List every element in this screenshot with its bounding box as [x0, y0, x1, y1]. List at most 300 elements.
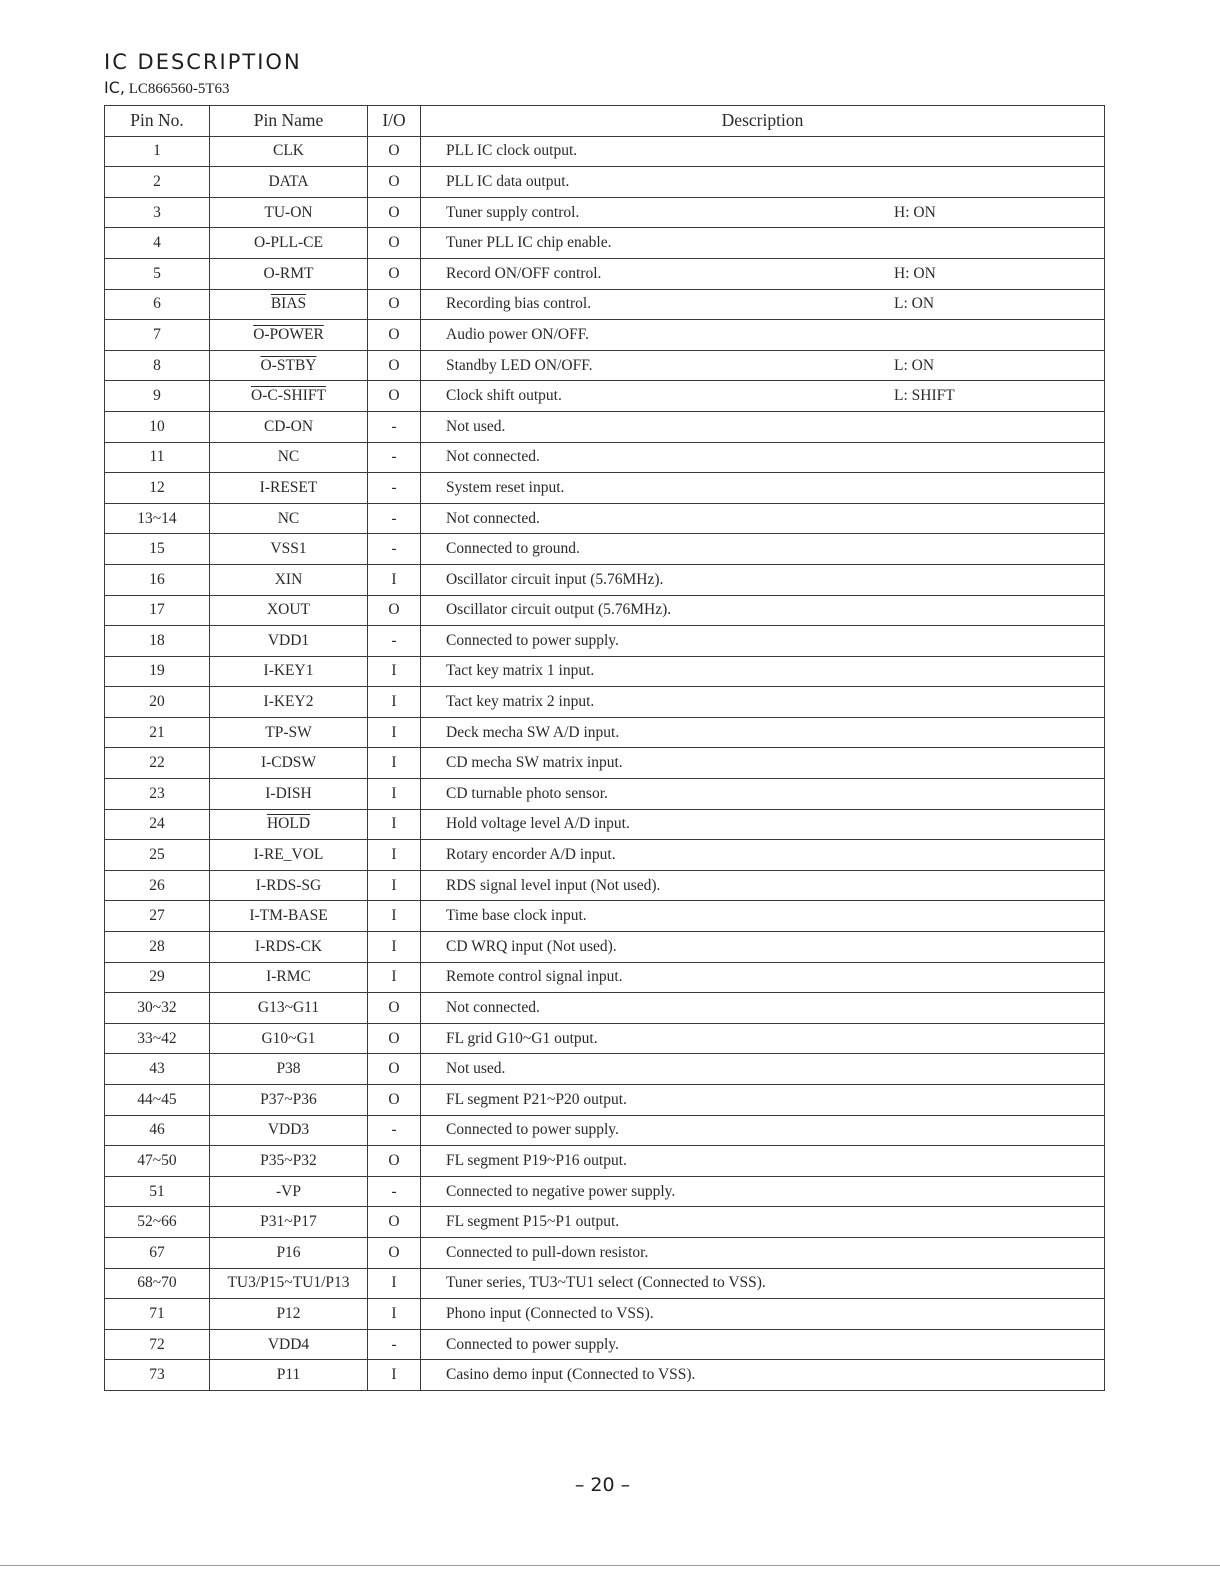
io-cell: I	[368, 564, 421, 595]
pin-name-cell	[210, 1360, 368, 1391]
io-cell: I	[368, 1360, 421, 1391]
description-cell	[421, 1115, 1105, 1146]
pin-number-cell: 15	[105, 534, 210, 565]
pin-number-cell: 43	[105, 1054, 210, 1085]
description-cell	[421, 503, 1105, 534]
description-cell	[421, 779, 1105, 810]
pin-number-cell: 7	[105, 320, 210, 351]
pin-number-cell: 2	[105, 167, 210, 198]
active-condition: H: ON	[894, 264, 936, 282]
pin-name-cell	[210, 442, 368, 473]
pin-name-cell	[210, 962, 368, 993]
table-row	[105, 656, 1105, 687]
column-header-pin-no: Pin No.	[105, 106, 210, 137]
description-cell	[421, 1207, 1105, 1238]
io-cell: O	[368, 350, 421, 381]
description-cell	[421, 136, 1105, 167]
pin-name-cell	[210, 320, 368, 351]
pin-number-cell: 71	[105, 1299, 210, 1330]
description-text: Phono input (Connected to VSS).	[446, 1304, 654, 1322]
description-cell	[421, 840, 1105, 871]
pin-name: CLK	[273, 142, 304, 160]
pin-name: P16	[276, 1243, 301, 1261]
pin-name-cell	[210, 1268, 368, 1299]
io-cell: I	[368, 840, 421, 871]
table-row	[105, 1329, 1105, 1360]
io-cell: I	[368, 717, 421, 748]
pin-name-cell	[210, 136, 368, 167]
pin-name-cell	[210, 228, 368, 259]
pin-name-cell	[210, 534, 368, 565]
table-row	[105, 381, 1105, 412]
description-cell	[421, 932, 1105, 963]
description-text: FL segment P19~P16 output.	[446, 1151, 627, 1169]
description-text: Casino demo input (Connected to VSS).	[446, 1366, 696, 1384]
io-cell: I	[368, 748, 421, 779]
pin-name-cell	[210, 840, 368, 871]
io-cell: O	[368, 289, 421, 320]
pin-number-cell: 18	[105, 626, 210, 657]
table-row	[105, 258, 1105, 289]
description-cell	[421, 1329, 1105, 1360]
io-cell: O	[368, 228, 421, 259]
pin-name-cell	[210, 656, 368, 687]
column-header-io: I/O	[368, 106, 421, 137]
pin-name-cell	[210, 1085, 368, 1116]
description-text: Audio power ON/OFF.	[446, 325, 589, 343]
io-cell: O	[368, 320, 421, 351]
pin-number-cell: 1	[105, 136, 210, 167]
description-cell	[421, 687, 1105, 718]
pin-name-cell	[210, 1054, 368, 1085]
io-cell: I	[368, 932, 421, 963]
table-row	[105, 962, 1105, 993]
io-cell: O	[368, 1023, 421, 1054]
description-text: Tuner series, TU3~TU1 select (Connected to VSS).	[446, 1274, 766, 1292]
pin-number-cell: 4	[105, 228, 210, 259]
pin-number-cell: 10	[105, 411, 210, 442]
table-row	[105, 320, 1105, 351]
description-cell	[421, 595, 1105, 626]
description-text: Connected to pull-down resistor.	[446, 1243, 649, 1261]
table-row	[105, 136, 1105, 167]
description-text: Oscillator circuit input (5.76MHz).	[446, 570, 664, 588]
description-text: Tact key matrix 1 input.	[446, 662, 595, 680]
pin-name: TU3/P15~TU1/P13	[227, 1274, 350, 1292]
pin-name-cell	[210, 473, 368, 504]
description-text: Connected to power supply.	[446, 1335, 619, 1353]
description-cell	[421, 381, 1105, 412]
table-row	[105, 993, 1105, 1024]
pin-name: I-RESET	[259, 478, 318, 496]
io-cell: O	[368, 1085, 421, 1116]
io-cell: -	[368, 534, 421, 565]
description-text: Not used.	[446, 417, 506, 435]
pin-number-cell: 46	[105, 1115, 210, 1146]
pin-name-cell	[210, 167, 368, 198]
pin-name: VDD1	[267, 631, 310, 649]
table-row	[105, 748, 1105, 779]
description-text: Rotary encorder A/D input.	[446, 846, 616, 864]
table-row	[105, 840, 1105, 871]
pin-name-cell	[210, 350, 368, 381]
pin-name: O-POWER	[253, 325, 324, 343]
table-row	[105, 1146, 1105, 1177]
page-bottom-rule	[0, 1565, 1220, 1566]
io-cell: O	[368, 993, 421, 1024]
pin-name: CD-ON	[263, 417, 314, 435]
pin-name-cell	[210, 595, 368, 626]
pin-name: I-KEY2	[263, 693, 314, 711]
table-row	[105, 197, 1105, 228]
table-row	[105, 1054, 1105, 1085]
pin-name: P38	[276, 1060, 301, 1078]
io-cell: -	[368, 411, 421, 442]
pin-name: DATA	[268, 172, 309, 190]
column-header-description: Description	[421, 106, 1105, 137]
pin-number-cell: 47~50	[105, 1146, 210, 1177]
pin-name-cell	[210, 564, 368, 595]
description-text: Hold voltage level A/D input.	[446, 815, 630, 833]
table-row	[105, 167, 1105, 198]
io-cell: O	[368, 258, 421, 289]
pin-number-cell: 68~70	[105, 1268, 210, 1299]
pin-number-cell: 13~14	[105, 503, 210, 534]
table-row	[105, 1115, 1105, 1146]
pin-name: G13~G11	[257, 999, 320, 1017]
pin-name: O-PLL-CE	[254, 234, 323, 252]
pin-name: VDD3	[267, 1121, 310, 1139]
pin-name: TU-ON	[264, 203, 313, 221]
pin-name-cell	[210, 870, 368, 901]
description-cell	[421, 656, 1105, 687]
description-text: Remote control signal input.	[446, 968, 623, 986]
description-text: PLL IC clock output.	[446, 142, 578, 160]
description-cell	[421, 473, 1105, 504]
io-cell: O	[368, 1237, 421, 1268]
description-cell	[421, 1176, 1105, 1207]
description-cell	[421, 870, 1105, 901]
description-text: FL segment P21~P20 output.	[446, 1090, 627, 1108]
pin-number-cell: 20	[105, 687, 210, 718]
description-text: Connected to power supply.	[446, 631, 619, 649]
pin-number-cell: 24	[105, 809, 210, 840]
table-row	[105, 350, 1105, 381]
pin-number-cell: 72	[105, 1329, 210, 1360]
pin-number-cell: 21	[105, 717, 210, 748]
pin-name: TP-SW	[265, 723, 312, 741]
pin-name-cell	[210, 258, 368, 289]
column-header-pin-name: Pin Name	[210, 106, 368, 137]
io-cell: -	[368, 1115, 421, 1146]
description-cell	[421, 962, 1105, 993]
description-cell	[421, 993, 1105, 1024]
description-text: Recording bias control.	[446, 295, 592, 313]
description-cell	[421, 197, 1105, 228]
description-cell	[421, 167, 1105, 198]
description-cell	[421, 289, 1105, 320]
io-cell: O	[368, 381, 421, 412]
pin-name: NC	[277, 448, 300, 466]
pin-name-cell	[210, 289, 368, 320]
description-text: FL grid G10~G1 output.	[446, 1029, 598, 1047]
description-text: PLL IC data output.	[446, 172, 570, 190]
table-row	[105, 503, 1105, 534]
pin-name-cell	[210, 993, 368, 1024]
description-cell	[421, 626, 1105, 657]
pin-name-cell	[210, 1176, 368, 1207]
description-cell	[421, 1054, 1105, 1085]
pin-name: G10~G1	[261, 1029, 316, 1047]
pin-name-cell	[210, 197, 368, 228]
description-cell	[421, 717, 1105, 748]
io-cell: O	[368, 1146, 421, 1177]
pin-name: I-RE_VOL	[253, 846, 324, 864]
ic-part: LC866560-5T63	[128, 81, 230, 97]
pin-name-cell	[210, 1146, 368, 1177]
pin-name: P31~P17	[260, 1213, 317, 1231]
table-row	[105, 1237, 1105, 1268]
description-cell	[421, 1360, 1105, 1391]
io-cell: -	[368, 626, 421, 657]
description-text: Standby LED ON/OFF.	[446, 356, 593, 374]
pin-name-cell	[210, 901, 368, 932]
table-row	[105, 870, 1105, 901]
table-body	[105, 136, 1105, 1390]
description-cell	[421, 350, 1105, 381]
pin-name: I-CDSW	[260, 754, 317, 772]
pin-name: I-KEY1	[263, 662, 314, 680]
description-text: Time base clock input.	[446, 907, 587, 925]
pin-name-cell	[210, 626, 368, 657]
description-cell	[421, 228, 1105, 259]
page-number: – 20 –	[574, 1474, 631, 1496]
pin-name: XOUT	[266, 601, 311, 619]
active-condition: L: ON	[894, 295, 935, 313]
description-text: Oscillator circuit output (5.76MHz).	[446, 601, 672, 619]
pin-number-cell: 6	[105, 289, 210, 320]
io-cell: I	[368, 779, 421, 810]
table-row	[105, 1268, 1105, 1299]
pin-name: O-STBY	[260, 356, 317, 374]
pin-name: P12	[276, 1304, 301, 1322]
table-header-row	[105, 106, 1105, 137]
description-text: System reset input.	[446, 478, 565, 496]
table-row	[105, 595, 1105, 626]
description-text: Not connected.	[446, 999, 540, 1017]
table-row	[105, 901, 1105, 932]
table-row	[105, 442, 1105, 473]
description-cell	[421, 1085, 1105, 1116]
pin-name-cell	[210, 1023, 368, 1054]
pin-number-cell: 3	[105, 197, 210, 228]
pin-number-cell: 22	[105, 748, 210, 779]
description-cell	[421, 1146, 1105, 1177]
pin-number-cell: 30~32	[105, 993, 210, 1024]
io-cell: I	[368, 1268, 421, 1299]
io-cell: -	[368, 1329, 421, 1360]
active-condition: L: ON	[894, 356, 935, 374]
pin-number-cell: 11	[105, 442, 210, 473]
description-text: Connected to power supply.	[446, 1121, 619, 1139]
pin-number-cell: 51	[105, 1176, 210, 1207]
table-row	[105, 1023, 1105, 1054]
page-title: IC DESCRIPTION	[104, 50, 302, 74]
pin-name-cell	[210, 687, 368, 718]
pin-number-cell: 17	[105, 595, 210, 626]
table-row	[105, 1360, 1105, 1391]
pin-name: I-DISH	[265, 784, 312, 802]
io-cell: -	[368, 1176, 421, 1207]
description-text: CD mecha SW matrix input.	[446, 754, 623, 772]
pin-number-cell: 26	[105, 870, 210, 901]
pin-name-cell	[210, 1207, 368, 1238]
description-cell	[421, 1268, 1105, 1299]
io-cell: I	[368, 962, 421, 993]
pin-description-table	[104, 105, 1105, 1391]
table-row	[105, 779, 1105, 810]
pin-number-cell: 73	[105, 1360, 210, 1391]
description-cell	[421, 564, 1105, 595]
pin-name-cell	[210, 411, 368, 442]
pin-number-cell: 67	[105, 1237, 210, 1268]
pin-name-cell	[210, 717, 368, 748]
active-condition: L: SHIFT	[894, 387, 955, 405]
pin-name-cell	[210, 809, 368, 840]
pin-name-cell	[210, 1329, 368, 1360]
table-row	[105, 534, 1105, 565]
description-cell	[421, 411, 1105, 442]
pin-number-cell: 23	[105, 779, 210, 810]
pin-name-cell	[210, 1237, 368, 1268]
pin-name: O-RMT	[263, 264, 314, 282]
table-row	[105, 1299, 1105, 1330]
io-cell: -	[368, 503, 421, 534]
pin-number-cell: 28	[105, 932, 210, 963]
table-row	[105, 717, 1105, 748]
description-cell	[421, 1299, 1105, 1330]
description-cell	[421, 748, 1105, 779]
table-row	[105, 1085, 1105, 1116]
pin-name-cell	[210, 779, 368, 810]
description-text: Not connected.	[446, 509, 540, 527]
pin-name: I-RDS-SG	[255, 876, 322, 894]
io-cell: I	[368, 870, 421, 901]
pin-number-cell: 5	[105, 258, 210, 289]
description-text: Tuner PLL IC chip enable.	[446, 234, 612, 252]
pin-number-cell: 33~42	[105, 1023, 210, 1054]
pin-number-cell: 52~66	[105, 1207, 210, 1238]
io-cell: -	[368, 442, 421, 473]
table-row	[105, 687, 1105, 718]
pin-number-cell: 8	[105, 350, 210, 381]
table-row	[105, 564, 1105, 595]
pin-name: BIAS	[270, 295, 307, 313]
description-cell	[421, 442, 1105, 473]
io-cell: I	[368, 656, 421, 687]
io-cell: I	[368, 809, 421, 840]
io-cell: I	[368, 687, 421, 718]
description-text: Not used.	[446, 1060, 506, 1078]
description-text: FL segment P15~P1 output.	[446, 1213, 620, 1231]
pin-name: P11	[276, 1366, 301, 1384]
pin-name: HOLD	[266, 815, 311, 833]
pin-name: VSS1	[270, 540, 307, 558]
table-row	[105, 289, 1105, 320]
pin-name-cell	[210, 932, 368, 963]
table-row	[105, 228, 1105, 259]
description-cell	[421, 320, 1105, 351]
table-row	[105, 809, 1105, 840]
pin-name: O-C-SHIFT	[251, 387, 326, 405]
description-cell	[421, 809, 1105, 840]
pin-name: P37~P36	[260, 1090, 317, 1108]
io-cell: O	[368, 1054, 421, 1085]
description-text: Tact key matrix 2 input.	[446, 693, 595, 711]
io-cell: O	[368, 197, 421, 228]
io-cell: O	[368, 595, 421, 626]
pin-name: I-TM-BASE	[249, 907, 328, 925]
description-text: CD turnable photo sensor.	[446, 784, 608, 802]
description-text: Tuner supply control.	[446, 203, 580, 221]
description-text: CD WRQ input (Not used).	[446, 937, 617, 955]
pin-number-cell: 27	[105, 901, 210, 932]
description-text: Not connected.	[446, 448, 540, 466]
ic-prefix: IC,	[104, 78, 125, 97]
pin-name: NC	[277, 509, 300, 527]
description-cell	[421, 1237, 1105, 1268]
description-text: Deck mecha SW A/D input.	[446, 723, 620, 741]
table-row	[105, 1176, 1105, 1207]
io-cell: O	[368, 167, 421, 198]
description-text: Connected to negative power supply.	[446, 1182, 676, 1200]
table-row	[105, 1207, 1105, 1238]
pin-name-cell	[210, 1299, 368, 1330]
pin-name-cell	[210, 381, 368, 412]
pin-number-cell: 12	[105, 473, 210, 504]
io-cell: I	[368, 1299, 421, 1330]
description-text: RDS signal level input (Not used).	[446, 876, 661, 894]
pin-number-cell: 25	[105, 840, 210, 871]
pin-name-cell	[210, 1115, 368, 1146]
pin-name-cell	[210, 503, 368, 534]
description-cell	[421, 534, 1105, 565]
pin-name: I-RDS-CK	[254, 937, 323, 955]
pin-name: I-RMC	[266, 968, 311, 986]
io-cell: O	[368, 1207, 421, 1238]
pin-name: VDD4	[267, 1335, 310, 1353]
pin-number-cell: 16	[105, 564, 210, 595]
description-cell	[421, 258, 1105, 289]
pin-number-cell: 9	[105, 381, 210, 412]
pin-number-cell: 19	[105, 656, 210, 687]
pin-number-cell: 29	[105, 962, 210, 993]
active-condition: H: ON	[894, 203, 936, 221]
description-text: Clock shift output.	[446, 387, 562, 405]
description-cell	[421, 1023, 1105, 1054]
io-cell: O	[368, 136, 421, 167]
table-row	[105, 626, 1105, 657]
pin-name: P35~P32	[260, 1151, 317, 1169]
pin-name: XIN	[274, 570, 303, 588]
table-row	[105, 932, 1105, 963]
io-cell: I	[368, 901, 421, 932]
table-row	[105, 411, 1105, 442]
description-text: Record ON/OFF control.	[446, 264, 602, 282]
pin-name-cell	[210, 748, 368, 779]
description-text: Connected to ground.	[446, 540, 580, 558]
io-cell: -	[368, 473, 421, 504]
